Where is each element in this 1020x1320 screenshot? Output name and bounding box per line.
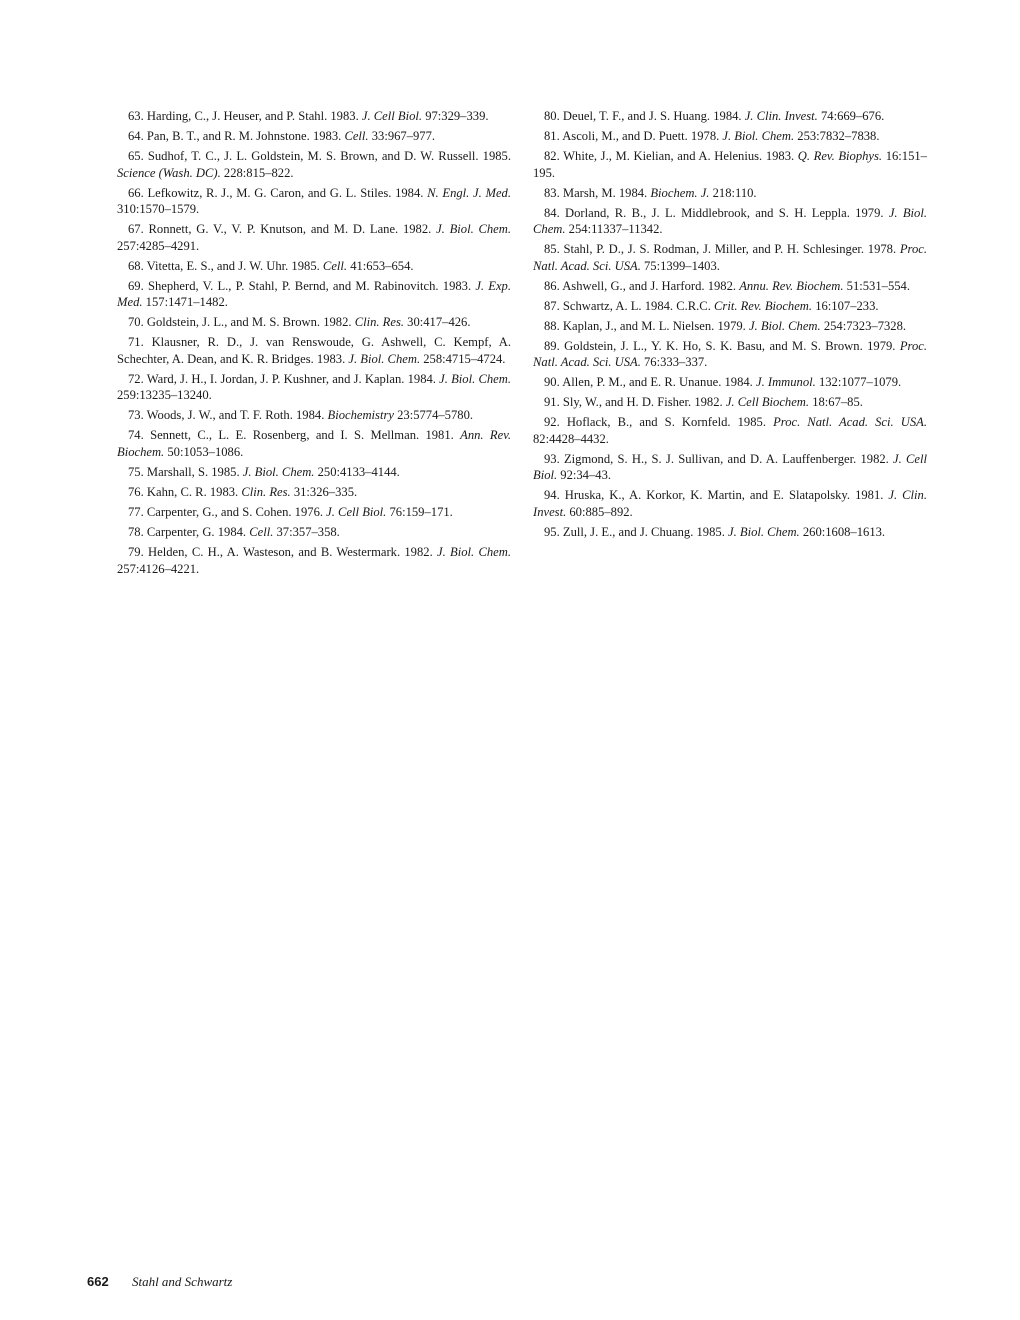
reference-citation: 90. Allen, P. M., and E. R. Unanue. 1984. bbox=[544, 375, 756, 390]
reference-volume-pages: 41:653–654. bbox=[347, 258, 414, 273]
reference-entry bbox=[117, 427, 511, 460]
reference-citation: 87. Schwartz, A. L. 1984. C.R.C. bbox=[544, 298, 715, 313]
reference-entry bbox=[117, 128, 511, 145]
reference-citation: 84. Dorland, R. B., J. L. Middlebrook, and S. H. Leppla. 1979. bbox=[544, 205, 889, 220]
reference-entry bbox=[533, 128, 927, 145]
reference-volume-pages: 258:4715–4724. bbox=[420, 351, 506, 366]
reference-volume-pages: 310:1570–1579. bbox=[117, 202, 200, 217]
running-authors: Stahl and Schwartz bbox=[131, 1274, 233, 1289]
reference-journal: J. Biol. Chem. bbox=[748, 318, 821, 333]
reference-entry bbox=[533, 148, 927, 181]
reference-citation: 73. Woods, J. W., and T. F. Roth. 1984. bbox=[128, 408, 328, 423]
reference-journal: J. Cell Biol. bbox=[326, 504, 387, 519]
reference-volume-pages: 260:1608–1613. bbox=[799, 524, 886, 539]
reference-volume-pages: 132:1077–1079. bbox=[815, 375, 902, 390]
reference-citation: 81. Ascoli, M., and D. Puett. 1978. bbox=[544, 128, 723, 143]
reference-column-left bbox=[117, 108, 511, 580]
reference-entry bbox=[533, 524, 927, 541]
reference-volume-pages: 16:107–233. bbox=[812, 298, 879, 313]
reference-citation: 91. Sly, W., and H. D. Fisher. 1982. bbox=[544, 395, 726, 410]
reference-citation: 85. Stahl, P. D., J. S. Rodman, J. Miller, and P. H. Schlesinger. 1978. bbox=[544, 242, 900, 257]
reference-column-right bbox=[533, 108, 927, 544]
reference-entry bbox=[533, 278, 927, 295]
reference-citation: 80. Deuel, T. F., and J. S. Huang. 1984. bbox=[544, 109, 745, 123]
reference-journal: Cell. bbox=[322, 258, 348, 273]
reference-journal: Cell. bbox=[249, 524, 274, 539]
reference-journal: Science (Wash. DC). bbox=[117, 165, 221, 180]
reference-journal: J. Exp. Med. bbox=[117, 278, 511, 310]
reference-journal: Clin. Res. bbox=[241, 484, 291, 499]
reference-journal: J. Cell Biol. bbox=[533, 451, 928, 483]
reference-volume-pages: 33:967–977. bbox=[368, 128, 436, 143]
reference-entry bbox=[533, 374, 927, 391]
reference-citation: 63. Harding, C., J. Heuser, and P. Stahl. 1983. bbox=[128, 109, 362, 123]
reference-entry bbox=[117, 185, 511, 218]
reference-journal: Proc. Natl. Acad. Sci. USA. bbox=[773, 415, 927, 430]
reference-entry bbox=[117, 148, 511, 181]
reference-volume-pages: 37:357–358. bbox=[273, 524, 340, 539]
reference-citation: 89. Goldstein, J. L., Y. K. Ho, S. K. Basu, and M. S. Brown. 1979. bbox=[544, 338, 900, 353]
reference-journal: J. Cell Biochem. bbox=[725, 395, 810, 410]
reference-journal: J. Biol. Chem. bbox=[439, 371, 511, 386]
reference-citation: 86. Ashwell, G., and J. Harford. 1982. bbox=[544, 278, 740, 293]
reference-journal: J. Immunol. bbox=[755, 375, 816, 390]
reference-citation: 70. Goldstein, J. L., and M. S. Brown. 1982. bbox=[128, 315, 355, 330]
reference-entry bbox=[117, 544, 511, 577]
reference-entry bbox=[533, 241, 927, 274]
reference-entry bbox=[117, 258, 511, 275]
reference-citation: 77. Carpenter, G., and S. Cohen. 1976. bbox=[128, 504, 327, 519]
reference-journal: Proc. Natl. Acad. Sci. USA. bbox=[533, 242, 927, 273]
reference-journal: Biochemistry bbox=[327, 408, 394, 423]
reference-citation: 79. Helden, C. H., A. Wasteson, and B. Westermark. 1982. bbox=[128, 544, 438, 559]
reference-volume-pages: 76:333–337. bbox=[640, 355, 708, 370]
reference-entry bbox=[117, 524, 511, 541]
reference-citation: 72. Ward, J. H., I. Jordan, J. P. Kushner, and J. Kaplan. 1984. bbox=[128, 371, 440, 386]
reference-journal: Clin. Res. bbox=[354, 315, 405, 330]
reference-entry bbox=[533, 487, 927, 520]
reference-journal: J. Biol. Chem. bbox=[533, 205, 928, 237]
reference-citation: 78. Carpenter, G. 1984. bbox=[128, 524, 250, 539]
page-number: 662 bbox=[87, 1274, 109, 1289]
reference-citation: 64. Pan, B. T., and R. M. Johnstone. 1983. bbox=[128, 128, 345, 143]
reference-entry bbox=[117, 108, 511, 125]
reference-entry bbox=[117, 371, 511, 404]
reference-volume-pages: 23:5774–5780. bbox=[393, 408, 474, 423]
reference-volume-pages: 18:67–85. bbox=[809, 395, 863, 410]
reference-volume-pages: 60:885–892. bbox=[566, 504, 633, 519]
reference-journal: Crit. Rev. Biochem. bbox=[714, 298, 813, 313]
reference-journal: J. Biol. Chem. bbox=[437, 544, 511, 559]
reference-citation: 82. White, J., M. Kielian, and A. Helenius. 1983. bbox=[544, 148, 798, 163]
reference-entry bbox=[117, 407, 511, 424]
reference-volume-pages: 254:7323–7328. bbox=[820, 318, 907, 333]
reference-entry bbox=[117, 484, 511, 501]
reference-journal: Biochem. J. bbox=[650, 185, 710, 200]
reference-journal: J. Clin. Invest. bbox=[744, 109, 818, 123]
reference-entry bbox=[533, 108, 927, 125]
reference-volume-pages: 228:815–822. bbox=[220, 165, 294, 180]
reference-volume-pages: 253:7832–7838. bbox=[794, 128, 880, 143]
page-footer bbox=[87, 1274, 232, 1290]
reference-volume-pages: 92:34–43. bbox=[557, 468, 612, 483]
reference-volume-pages: 218:110. bbox=[709, 185, 757, 200]
reference-volume-pages: 257:4285–4291. bbox=[117, 238, 200, 253]
reference-entry bbox=[533, 394, 927, 411]
reference-volume-pages: 75:1399–1403. bbox=[640, 258, 720, 273]
reference-journal: J. Biol. Chem. bbox=[722, 128, 795, 143]
reference-entry bbox=[533, 338, 927, 371]
reference-journal: Proc. Natl. Acad. Sci. USA. bbox=[533, 338, 927, 370]
reference-citation: 67. Ronnett, G. V., V. P. Knutson, and M. D. Lane. 1982. bbox=[128, 222, 437, 237]
reference-volume-pages: 76:159–171. bbox=[386, 504, 453, 519]
reference-citation: 65. Sudhof, T. C., J. L. Goldstein, M. S. Brown, and D. W. Russell. 1985. bbox=[128, 148, 511, 163]
reference-volume-pages: 82:4428–4432. bbox=[533, 431, 609, 446]
reference-journal: J. Biol. Chem. bbox=[436, 222, 511, 237]
reference-entry bbox=[117, 221, 511, 254]
reference-volume-pages: 157:1471–1482. bbox=[142, 295, 228, 310]
reference-entry bbox=[533, 185, 927, 202]
reference-journal: Q. Rev. Biophys. bbox=[797, 148, 883, 163]
reference-citation: 88. Kaplan, J., and M. L. Nielsen. 1979. bbox=[544, 318, 749, 333]
reference-entry bbox=[117, 278, 511, 311]
reference-citation: 74. Sennett, C., L. E. Rosenberg, and I. S. Mellman. 1981. bbox=[128, 428, 461, 443]
reference-volume-pages: 31:326–335. bbox=[290, 484, 358, 499]
reference-entry bbox=[533, 451, 927, 484]
reference-journal: J. Biol. Chem. bbox=[728, 524, 800, 539]
reference-journal: Cell. bbox=[344, 128, 369, 143]
reference-journal: Ann. Rev. Biochem. bbox=[117, 428, 511, 459]
reference-entry bbox=[533, 414, 927, 447]
reference-citation: 92. Hoflack, B., and S. Kornfeld. 1985. bbox=[544, 415, 774, 430]
reference-volume-pages: 50:1053–1086. bbox=[164, 444, 244, 459]
reference-journal: N. Engl. J. Med. bbox=[427, 185, 511, 200]
reference-journal: J. Cell Biol. bbox=[361, 109, 423, 123]
reference-citation: 75. Marshall, S. 1985. bbox=[128, 464, 243, 479]
reference-volume-pages: 74:669–676. bbox=[817, 109, 885, 123]
reference-journal: J. Clin. Invest. bbox=[533, 488, 927, 519]
reference-citation: 76. Kahn, C. R. 1983. bbox=[128, 484, 242, 499]
reference-citation: 71. Klausner, R. D., J. van Renswoude, G. Ashwell, C. Kempf, A. Schechter, A. Dean, and K. R. Bridges. 1983. bbox=[117, 335, 511, 366]
reference-citation: 68. Vitetta, E. S., and J. W. Uhr. 1985. bbox=[128, 258, 323, 273]
reference-entry bbox=[533, 298, 927, 315]
reference-journal: Annu. Rev. Biochem. bbox=[739, 278, 844, 293]
reference-entry bbox=[533, 205, 927, 238]
reference-volume-pages: 16:151–195. bbox=[533, 148, 927, 180]
reference-volume-pages: 30:417–426. bbox=[404, 315, 471, 330]
reference-volume-pages: 250:4133–4144. bbox=[314, 464, 400, 479]
reference-volume-pages: 259:13235–13240. bbox=[117, 388, 212, 403]
reference-entry bbox=[117, 504, 511, 521]
reference-journal: J. Biol. Chem. bbox=[348, 351, 421, 366]
reference-citation: 95. Zull, J. E., and J. Chuang. 1985. bbox=[544, 524, 728, 539]
reference-volume-pages: 257:4126–4221. bbox=[117, 561, 200, 576]
reference-volume-pages: 51:531–554. bbox=[843, 278, 910, 293]
reference-entry bbox=[117, 314, 511, 331]
reference-citation: 93. Zigmond, S. H., S. J. Sullivan, and D. A. Lauffenberger. 1982. bbox=[544, 451, 894, 466]
reference-citation: 94. Hruska, K., A. Korkor, K. Martin, and E. Slatapolsky. 1981. bbox=[544, 488, 889, 503]
reference-entry bbox=[533, 318, 927, 335]
reference-citation: 69. Shepherd, V. L., P. Stahl, P. Bernd, and M. Rabinovitch. 1983. bbox=[128, 278, 476, 293]
reference-citation: 66. Lefkowitz, R. J., M. G. Caron, and G. L. Stiles. 1984. bbox=[128, 185, 428, 200]
reference-volume-pages: 97:329–339. bbox=[422, 109, 489, 123]
reference-journal: J. Biol. Chem. bbox=[242, 464, 315, 479]
reference-citation: 83. Marsh, M. 1984. bbox=[544, 185, 651, 200]
reference-entry bbox=[117, 464, 511, 481]
reference-volume-pages: 254:11337–11342. bbox=[565, 222, 663, 237]
reference-entry bbox=[117, 334, 511, 367]
